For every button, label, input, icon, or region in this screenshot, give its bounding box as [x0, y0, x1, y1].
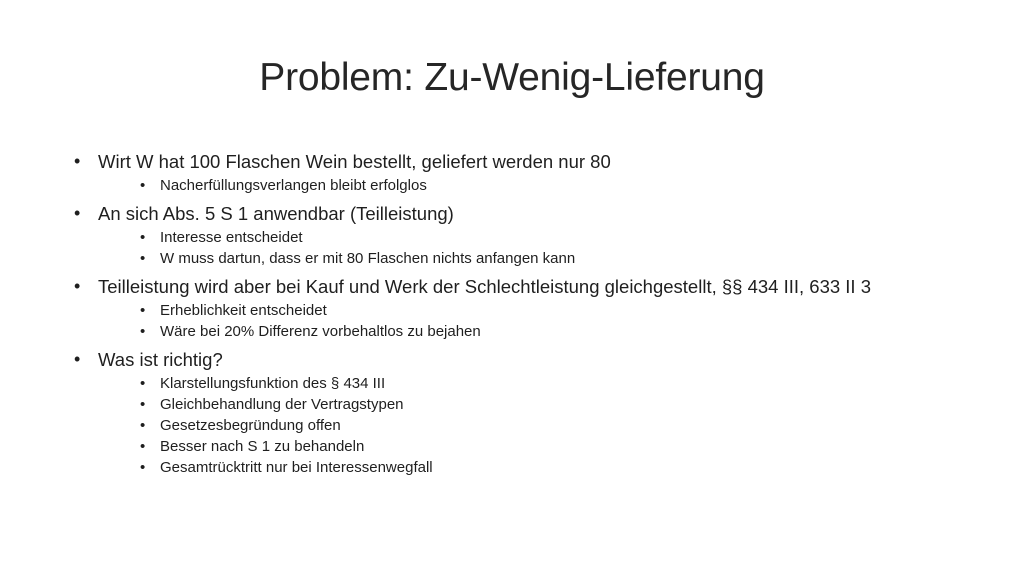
sub-bullet-text: Erheblichkeit entscheidet: [160, 302, 327, 319]
bullet-item: [72, 152, 952, 196]
sub-bullet-item: [98, 373, 952, 394]
sub-bullet-text: Wäre bei 20% Differenz vorbehaltlos zu bejahen: [160, 323, 481, 340]
bullet-dot-icon: •: [74, 203, 81, 223]
bullet-text: An sich Abs. 5 S 1 anwendbar (Teilleistung): [98, 203, 454, 224]
sub-bullet-dot-icon: •: [140, 438, 146, 455]
sub-bullet-dot-icon: •: [140, 396, 146, 413]
sub-bullet-dot-icon: •: [140, 375, 146, 392]
bullet-item: [72, 277, 952, 342]
sub-bullet-item: [98, 457, 952, 478]
sub-bullet-item: [98, 436, 952, 457]
sub-bullet-text: Gleichbehandlung der Vertragstypen: [160, 396, 404, 413]
bullet-text: Teilleistung wird aber bei Kauf und Werk der Schlechtleistung gleichgestellt, §§ 434 III, 633 II 3: [98, 276, 871, 297]
bullet-item: [72, 204, 952, 269]
sub-bullet-text: Gesetzesbegründung offen: [160, 417, 341, 434]
bullet-item: [72, 350, 952, 478]
sub-bullet-item: [98, 415, 952, 436]
sub-bullet-text: Besser nach S 1 zu behandeln: [160, 438, 365, 455]
bullet-text: Wirt W hat 100 Flaschen Wein bestellt, geliefert werden nur 80: [98, 151, 611, 172]
bullet-dot-icon: •: [74, 349, 81, 369]
sub-bullet-dot-icon: •: [140, 250, 146, 267]
sub-bullet-dot-icon: •: [140, 459, 146, 476]
sub-bullet-text: Klarstellungsfunktion des § 434 III: [160, 375, 386, 392]
sub-bullet-item: [98, 175, 952, 196]
sub-bullet-item: [98, 248, 952, 269]
sub-bullet-item: [98, 394, 952, 415]
sub-bullet-dot-icon: •: [140, 177, 146, 194]
sub-bullet-text: Interesse entscheidet: [160, 229, 303, 246]
sub-bullet-list: [98, 373, 952, 478]
sub-bullet-item: [98, 321, 952, 342]
sub-bullet-list: [98, 300, 952, 342]
sub-bullet-list: [98, 175, 952, 196]
sub-bullet-text: Nacherfüllungsverlangen bleibt erfolglos: [160, 177, 427, 194]
bullet-text: Was ist richtig?: [98, 349, 223, 370]
bullet-list: [72, 152, 952, 478]
sub-bullet-list: [98, 227, 952, 269]
sub-bullet-text: W muss dartun, dass er mit 80 Flaschen nichts anfangen kann: [160, 250, 576, 267]
sub-bullet-dot-icon: •: [140, 229, 146, 246]
sub-bullet-dot-icon: •: [140, 302, 146, 319]
bullet-dot-icon: •: [74, 151, 81, 171]
sub-bullet-item: [98, 300, 952, 321]
sub-bullet-item: [98, 227, 952, 248]
sub-bullet-text: Gesamtrücktritt nur bei Interessenwegfall: [160, 459, 433, 476]
bullet-dot-icon: •: [74, 276, 81, 296]
sub-bullet-dot-icon: •: [140, 417, 146, 434]
slide-content: [72, 152, 952, 478]
sub-bullet-dot-icon: •: [140, 323, 146, 340]
slide-title: Problem: Zu-Wenig-Lieferung: [259, 56, 765, 99]
